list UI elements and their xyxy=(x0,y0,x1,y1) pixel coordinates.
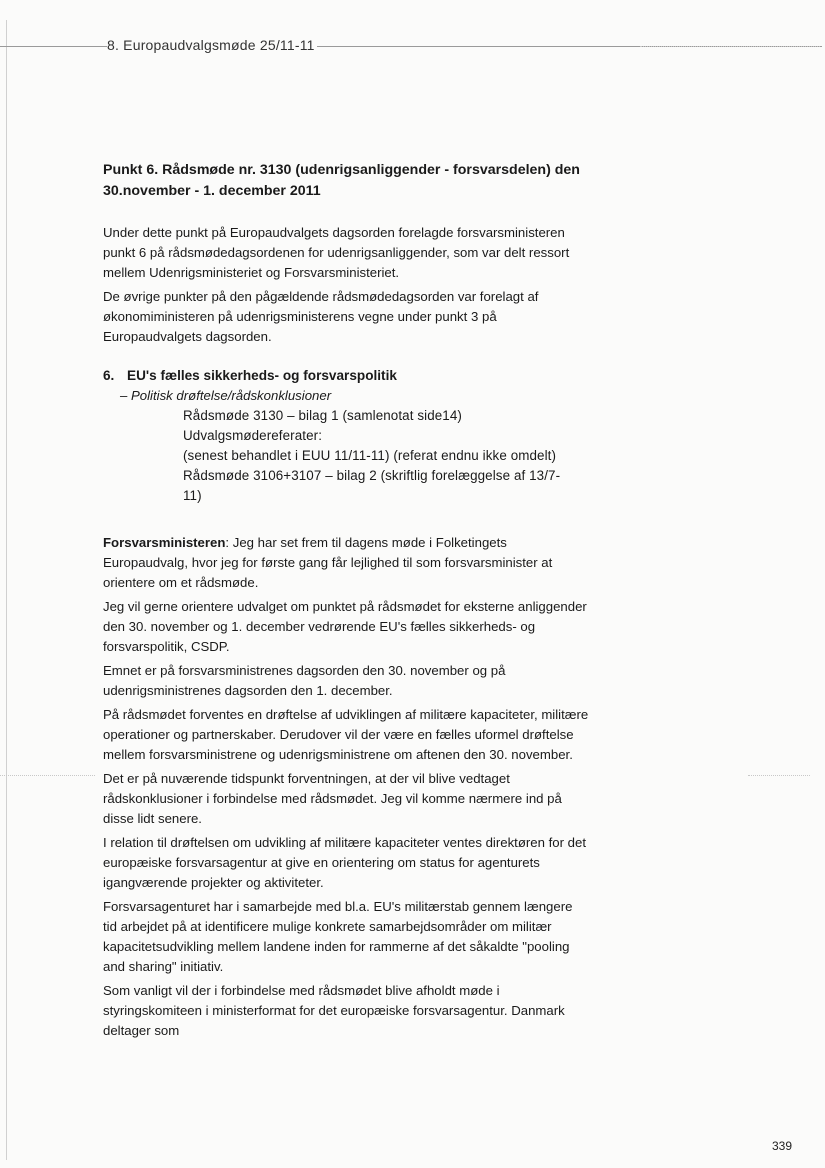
heading-line-1: Punkt 6. Rådsmøde nr. 3130 (udenrigsanliggender - forsvarsdelen) den xyxy=(103,162,580,178)
scan-margin-line xyxy=(6,20,7,1160)
speech-text: : Jeg har set frem til dagens møde i Folketingets Europaudvalg, hvor jeg for første gang får lejlighed til som forsvarsminister at orientere om et rådsmøde. xyxy=(103,535,553,590)
section-title: EU's fælles sikkerheds- og forsvarspolitik xyxy=(127,368,397,383)
reference-item: Udvalgsmødereferater: xyxy=(183,428,323,443)
page-number: 339 xyxy=(772,1139,793,1153)
reference-item: (senest behandlet i EUU 11/11-11) (referat endnu ikke omdelt) xyxy=(183,448,557,463)
scan-artifact xyxy=(748,775,810,776)
reference-item: Rådsmøde 3130 – bilag 1 (samlenotat side14) xyxy=(183,408,462,423)
scan-artifact xyxy=(640,46,820,47)
scan-artifact xyxy=(0,775,95,776)
reference-item: Rådsmøde 3106+3107 – bilag 2 (skriftlig forelæggelse af 13/7- xyxy=(183,468,561,483)
section-heading xyxy=(103,366,589,386)
intro-paragraph: De øvrige punkter på den pågældende rådsmødedagsorden var forelagt af økonomiministeren på udenrigsministerens vegne under punkt 3 på Europaudvalgets dagsorden. xyxy=(103,289,539,344)
speech-paragraph: Emnet er på forsvarsministrenes dagsorden den 30. november og på udenrigsministrenes dagsorden den 1. december. xyxy=(103,663,506,698)
reference-item: 11) xyxy=(183,488,202,503)
section-number: 6. xyxy=(103,368,115,383)
document-body xyxy=(103,160,589,1041)
agenda-item-heading xyxy=(103,160,589,202)
speech-paragraph: Jeg vil gerne orientere udvalget om punktet på rådsmødet for eksterne anliggender den 30. november og 1. december vedrørende EU's fælles sikkerheds- og forsvarspolitik, CSDP. xyxy=(103,599,587,654)
speaker-name: Forsvarsministeren xyxy=(103,535,226,550)
speech-paragraph: Det er på nuværende tidspunkt forventningen, at der vil blive vedtaget rådskonklusioner i forbindelse med rådsmødet. Jeg vil komme nærmere ind på disse lidt senere. xyxy=(103,771,562,826)
reference-list xyxy=(103,406,589,506)
intro-paragraph: Under dette punkt på Europaudvalgets dagsorden forelagde forsvarsministeren punkt 6 på rådsmødedagsordenen for udenrigsanliggender, som var delt ressort mellem Udenrigsministeriet og Forsvarsministeriet. xyxy=(103,225,570,280)
section-subtitle: – Politisk drøftelse/rådskonklusioner xyxy=(120,388,332,403)
running-header: 8. Europaudvalgsmøde 25/11-11 xyxy=(107,37,315,53)
speech-paragraph: Som vanligt vil der i forbindelse med rådsmødet blive afholdt møde i styringskomiteen i ministerformat for det europæiske forsvarsagentur. Danmark deltager som xyxy=(103,983,565,1038)
heading-line-2: 30.november - 1. december 2011 xyxy=(103,183,321,199)
speech-paragraph xyxy=(103,533,589,593)
speech-paragraph: På rådsmødet forventes en drøftelse af udviklingen af militære kapaciteter, militære operationer og partnerskaber. Derudover vil der være en fælles uformel drøftelse mellem forsvarsministrene og udenrigsministrene om aftenen den 30. november. xyxy=(103,707,589,762)
speech-paragraph: I relation til drøftelsen om udvikling af militære kapaciteter ventes direktøren for det europæiske forsvarsagentur at give en orientering om status for agenturets igangværende projekter og aktiviteter. xyxy=(103,835,587,890)
speech-paragraph: Forsvarsagenturet har i samarbejde med bl.a. EU's militærstab gennem længere tid arbejdet på at identificere mulige konkrete samarbejdsområder om militær kapacitetsudvikling mellem landene inden for rammerne af det såkaldte "pooling and sharing" initiativ. xyxy=(103,899,573,974)
